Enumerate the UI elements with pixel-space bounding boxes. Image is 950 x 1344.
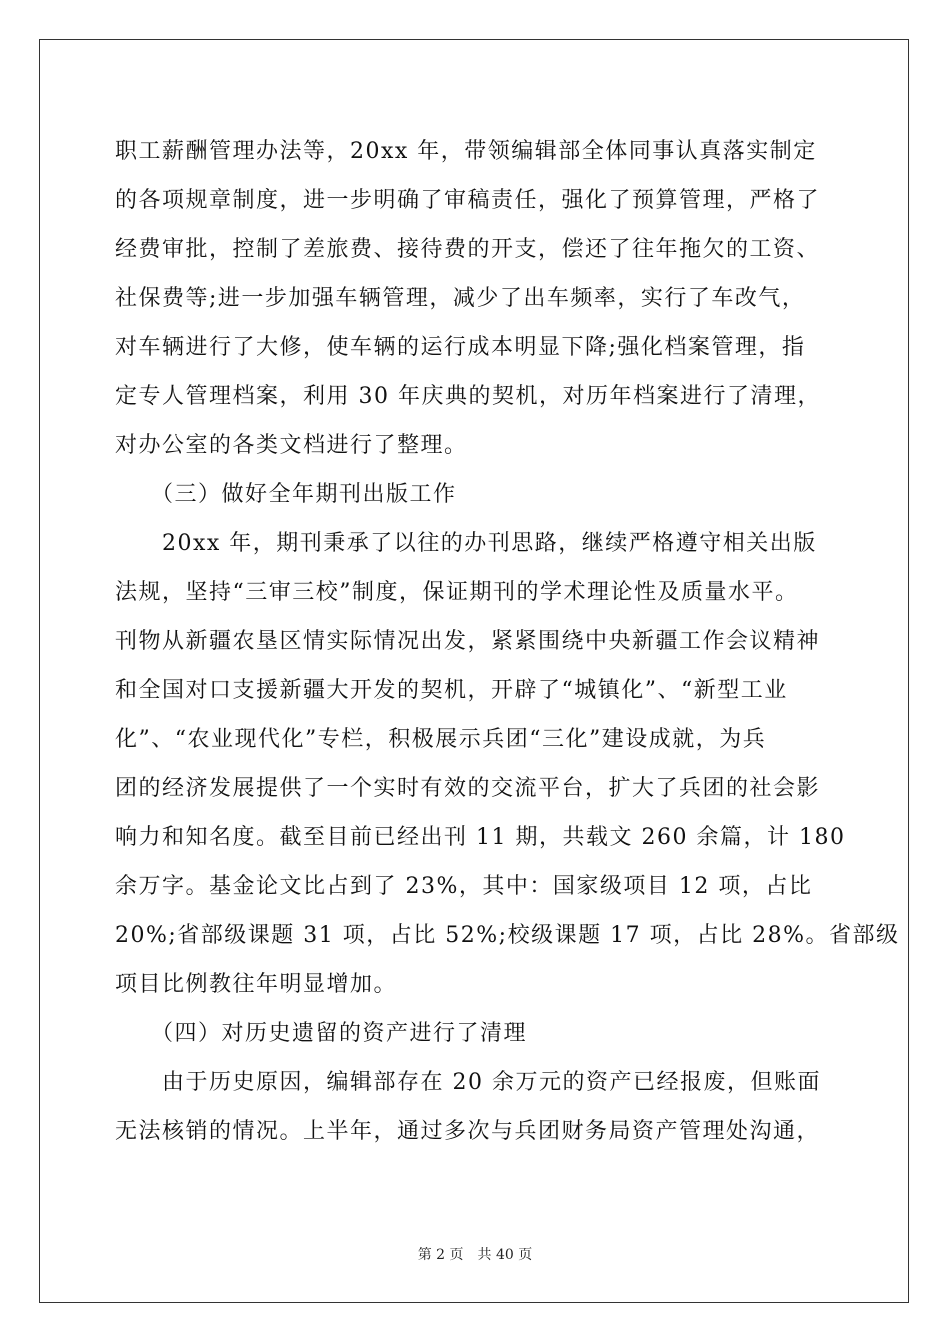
text-line: 定专人管理档案，利用 30 年庆典的契机，对历年档案进行了清理，	[115, 384, 821, 409]
text-line: 对办公室的各类文档进行了整理。	[115, 433, 468, 458]
text-line: 和全国对口支援新疆大开发的契机，开辟了“城镇化”、“新型工业	[115, 678, 788, 703]
text-line: 余万字。基金论文比占到了 23%，其中：国家级项目 12 项，占比	[115, 874, 813, 899]
text-line: 的各项规章制度，进一步明确了审稿责任，强化了预算管理，严格了	[115, 188, 821, 213]
text-line: 对车辆进行了大修，使车辆的运行成本明显下降;强化档案管理，指	[115, 335, 806, 360]
text-line: 社保费等;进一步加强车辆管理，减少了出车频率，实行了车改气，	[115, 286, 806, 311]
text-line: 20%;省部级课题 31 项，占比 52%;校级课题 17 项，占比 28%。省部级	[115, 923, 900, 948]
text-line: 响力和知名度。截至目前已经出刊 11 期，共载文 260 余篇，计 180	[115, 825, 846, 850]
text-line: 项目比例教往年明显增加。	[115, 972, 398, 997]
text-line: 化”、“农业现代化”专栏，积极展示兵团“三化”建设成就，为兵	[115, 727, 767, 752]
section-heading: （四）对历史遗留的资产进行了清理	[115, 1021, 528, 1046]
text-line: 经费审批，控制了差旅费、接待费的开支，偿还了往年拖欠的工资、	[115, 237, 821, 262]
document-body	[115, 127, 900, 1156]
text-line: 无法核销的情况。上半年，通过多次与兵团财务局资产管理处沟通，	[115, 1119, 821, 1144]
text-line: 20xx 年，期刊秉承了以往的办刊思路，继续严格遵守相关出版	[115, 531, 817, 556]
text-line: 刊物从新疆农垦区情实际情况出发，紧紧围绕中央新疆工作会议精神	[115, 629, 821, 654]
text-line: 职工薪酬管理办法等，20xx 年，带领编辑部全体同事认真落实制定	[115, 139, 817, 164]
text-line: 团的经济发展提供了一个实时有效的交流平台，扩大了兵团的社会影	[115, 776, 821, 801]
page-number-footer: 第 2 页 共 40 页	[417, 1247, 533, 1263]
text-line: 法规，坚持“三审三校”制度，保证期刊的学术理论性及质量水平。	[115, 580, 799, 605]
text-line: 由于历史原因，编辑部存在 20 余万元的资产已经报废，但账面	[115, 1070, 821, 1095]
section-heading: （三）做好全年期刊出版工作	[115, 482, 457, 507]
